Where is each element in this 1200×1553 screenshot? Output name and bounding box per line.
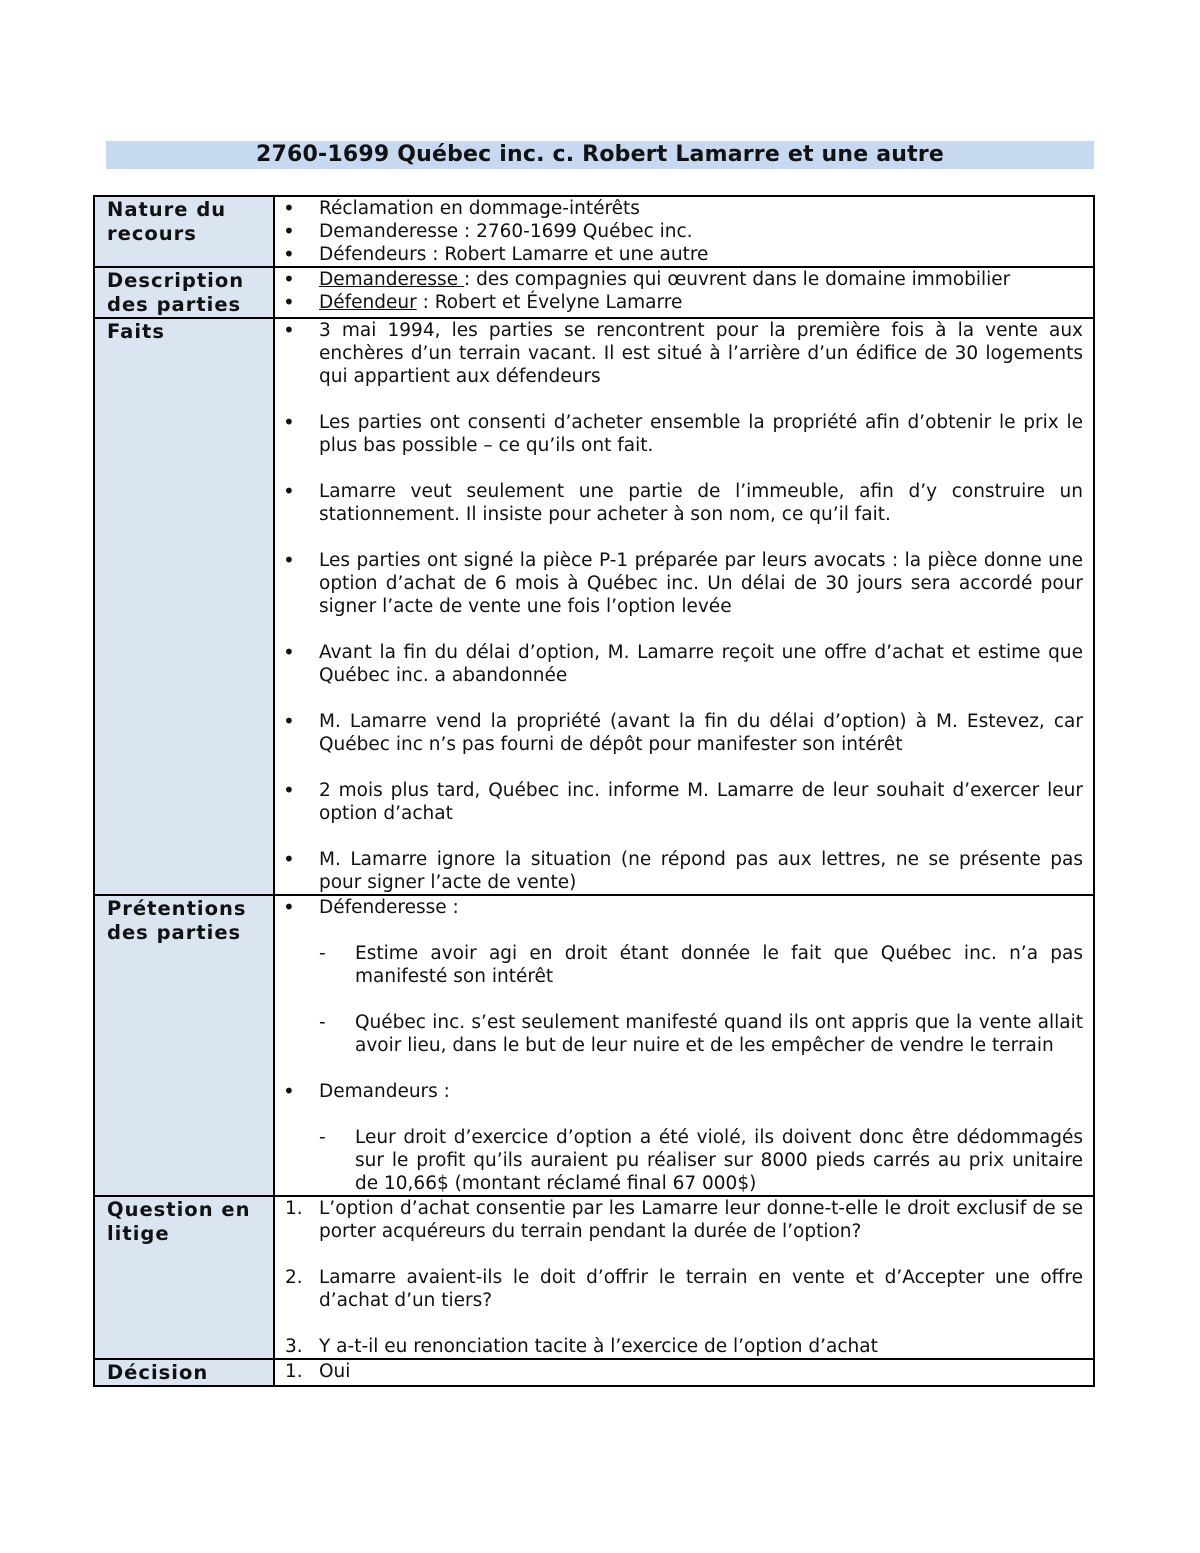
row-nature	[94, 196, 1094, 267]
item-number: 3.	[285, 1336, 303, 1357]
document-title: 2760-1699 Québec inc. c. Robert Lamarre et une autre	[106, 141, 1094, 169]
list-item	[281, 291, 1083, 314]
list-item: - Estime avoir agi en droit étant donnée le fait que Québec inc. n’a pas manifesté son intérêt	[319, 942, 1083, 988]
heading-demandeurs: Demandeurs :	[319, 1081, 450, 1102]
list-item	[281, 1360, 1083, 1383]
list-item	[281, 1080, 1083, 1195]
list-item: • Demanderesse : 2760-1699 Québec inc.	[281, 220, 1083, 243]
label-faits: Faits	[94, 318, 274, 895]
list-item: • 3 mai 1994, les parties se rencontrent pour la première fois à la vente aux enchères d’un terrain vacant. Il est situé à l’arrière d’un édifice de 30 logements qui appartient aux défendeurs	[281, 319, 1083, 388]
label-nature: Nature du recours	[94, 196, 274, 267]
item-text: Oui	[319, 1361, 351, 1382]
row-decision	[94, 1359, 1094, 1386]
content-pretentions	[274, 895, 1094, 1196]
label-description: Description des parties	[94, 267, 274, 318]
label-question: Question en litige	[94, 1196, 274, 1359]
row-question	[94, 1196, 1094, 1359]
desc-demanderesse: : des compagnies qui œuvrent dans le domaine immobilier	[463, 269, 1011, 290]
list-item	[281, 1335, 1083, 1358]
content-description	[274, 267, 1094, 318]
list-item: • Lamarre veut seulement une partie de l’immeuble, afin d’y construire un stationnement. Il insiste pour acheter à son nom, ce qu’il fait.	[281, 480, 1083, 526]
content-decision	[274, 1359, 1094, 1386]
item-number: 1.	[285, 1361, 303, 1382]
heading-defenderesse: Défenderesse :	[319, 897, 459, 918]
list-item: • Les parties ont signé la pièce P-1 préparée par leurs avocats : la pièce donne une option d’achat de 6 mois à Québec inc. Un délai de 30 jours sera accordé pour signer l’acte de vente une fois l’option levée	[281, 549, 1083, 618]
list-item: • Avant la fin du délai d’option, M. Lamarre reçoit une offre d’achat et estime que Québec inc. a abandonnée	[281, 641, 1083, 687]
label-pretentions: Prétentions des parties	[94, 895, 274, 1196]
term-demanderesse: Demanderesse	[319, 269, 464, 290]
list-item: • 2 mois plus tard, Québec inc. informe M. Lamarre de leur souhait d’exercer leur option d’achat	[281, 779, 1083, 825]
list-item: • Défendeurs : Robert Lamarre et une autre	[281, 243, 1083, 266]
list-item: • Réclamation en dommage-intérêts	[281, 197, 1083, 220]
item-text: L’option d’achat consentie par les Lamarre leur donne-t-elle le droit exclusif de se porter acquéreurs du terrain pendant la durée de l’option?	[319, 1198, 1083, 1242]
row-pretentions	[94, 895, 1094, 1196]
content-nature	[274, 196, 1094, 267]
item-text: Y a-t-il eu renonciation tacite à l’exercice de l’option d’achat	[319, 1336, 878, 1357]
desc-defendeur: : Robert et Évelyne Lamarre	[416, 292, 683, 313]
row-faits	[94, 318, 1094, 895]
list-item	[281, 896, 1083, 1057]
term-defendeur: Défendeur	[319, 292, 417, 313]
label-decision: Décision	[94, 1359, 274, 1386]
content-question	[274, 1196, 1094, 1359]
item-number: 1.	[285, 1198, 303, 1219]
row-description	[94, 267, 1094, 318]
case-brief-table	[93, 195, 1095, 1387]
list-item	[281, 1266, 1083, 1312]
list-item: - Leur droit d’exercice d’option a été violé, ils doivent donc être dédommagés sur le profit qu’ils auraient pu réaliser sur 8000 pieds carrés au prix unitaire de 10,66$ (montant réclamé final 67 000$)	[319, 1126, 1083, 1195]
content-faits	[274, 318, 1094, 895]
list-item	[281, 268, 1083, 291]
item-text: Lamarre avaient-ils le doit d’offrir le terrain en vente et d’Accepter une offre d’achat d’un tiers?	[319, 1267, 1083, 1311]
list-item: • M. Lamarre vend la propriété (avant la fin du délai d’option) à M. Estevez, car Québec inc n’s pas fourni de dépôt pour manifester son intérêt	[281, 710, 1083, 756]
list-item: • Les parties ont consenti d’acheter ensemble la propriété afin d’obtenir le prix le plus bas possible – ce qu’ils ont fait.	[281, 411, 1083, 457]
item-number: 2.	[285, 1267, 303, 1288]
list-item: • M. Lamarre ignore la situation (ne répond pas aux lettres, ne se présente pas pour signer l’acte de vente)	[281, 848, 1083, 894]
list-item: - Québec inc. s’est seulement manifesté quand ils ont appris que la vente allait avoir lieu, dans le but de leur nuire et de les empêcher de vendre le terrain	[319, 1011, 1083, 1057]
list-item	[281, 1197, 1083, 1243]
